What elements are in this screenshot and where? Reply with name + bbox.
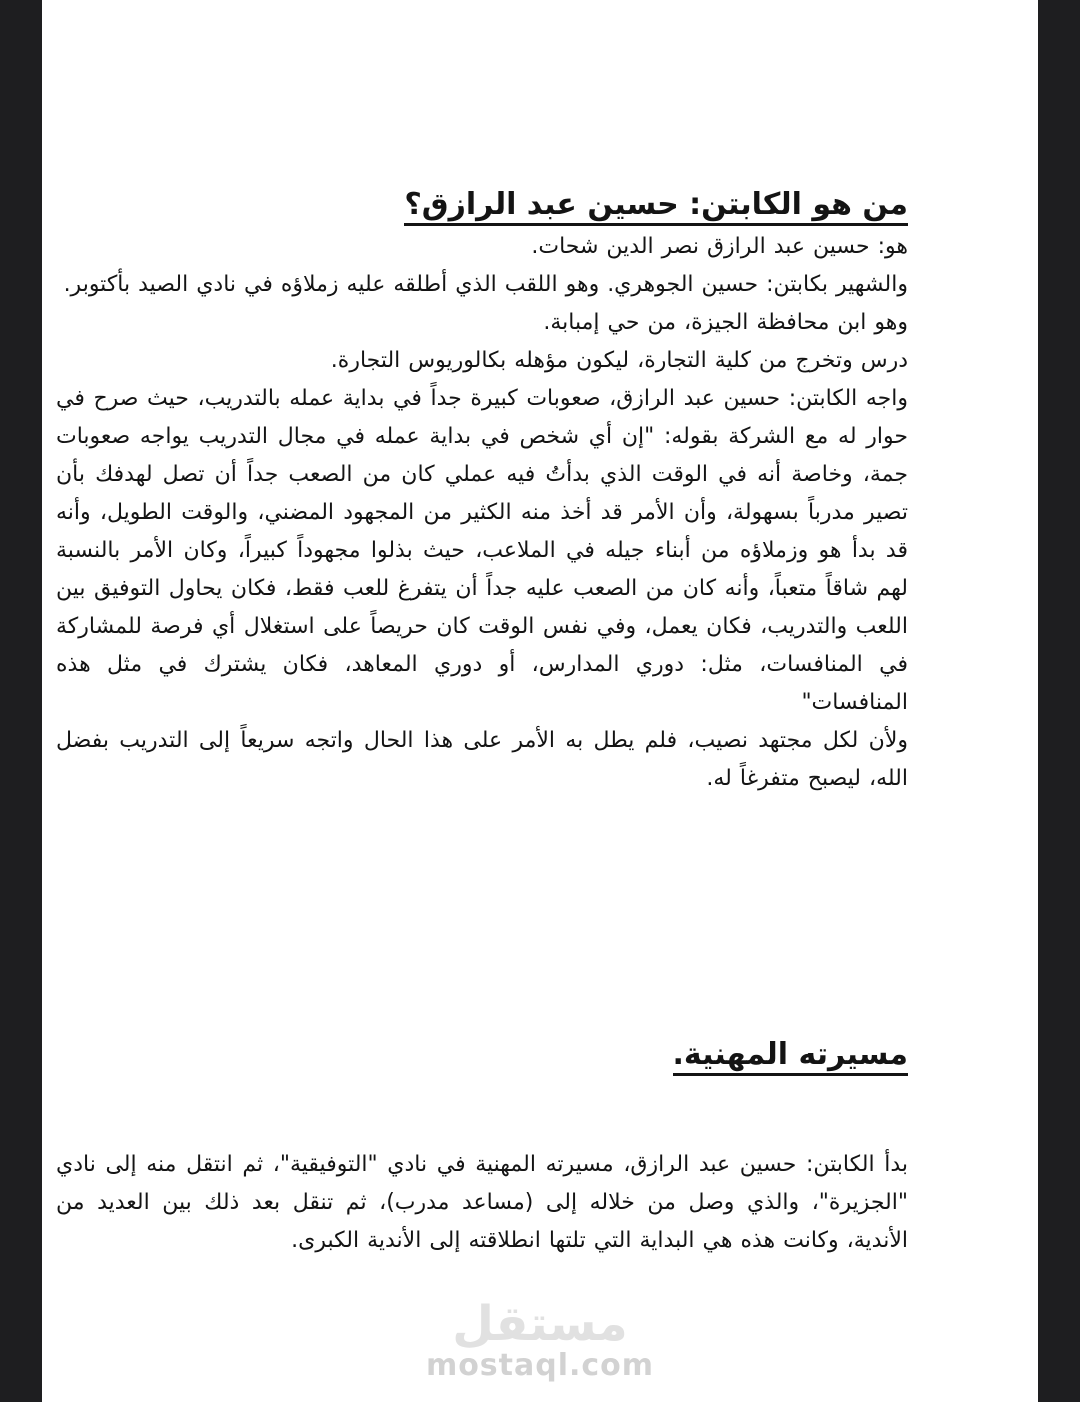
watermark bbox=[42, 1298, 1038, 1382]
paragraph-difficulties-quote: واجه الكابتن: حسين عبد الرازق، صعوبات كبيرة جداً في بداية عمله بالتدريب، حيث صرح في حوار له مع الشركة بقوله: "إن أي شخص في بداية عمله في مجال التدريب يواجه صعوبات جمة، وخاصة أنه في الوقت الذي بدأتُ فيه عملي كان من الصعب جداً أن تصل لهدفك بأن تصير مدرباً بسهولة، وأن الأمر قد أخذ منه الكثير من المجهود المضني، والوقت الطويل، وأنه قد بدأ هو وزملاؤه من أبناء جيله في الملاعب، حيث بذلوا مجهوداً كبيراً، وكان الأمر بالنسبة لهم شاقاً متعباً، وأنه كان من الصعب عليه جداً أن يتفرغ للعب فقط، فكان يحاول التوفيق بين اللعب والتدريب، فكان يعمل، وفي نفس الوقت كان حريصاً على استغلال أي فرصة للمشاركة في المنافسات، مثل: دوري المدارس، أو دوري المعاهد، فكان يشترك في مثل هذه المنافسات" bbox=[56, 386, 908, 715]
paragraph-career-start: بدأ الكابتن: حسين عبد الرازق، مسيرته المهنية في نادي "التوفيقية"، ثم انتقل منه إلى نادي "الجزيرة"، والذي وصل من خلاله إلى (مساعد مدرب)، ثم تنقل بعد ذلك بين العديد من الأندية، وكانت هذه هي البداية التي تلتها انطلاقته إلى الأندية الكبرى. bbox=[56, 1152, 908, 1253]
viewer-left-gutter bbox=[0, 0, 42, 1402]
career-section-heading bbox=[56, 1032, 908, 1078]
career-section-heading-text: مسيرته المهنية. bbox=[673, 1037, 908, 1076]
paragraph-dedication: ولأن لكل مجتهد نصيب، فلم يطل به الأمر على هذا الحال واتجه سريعاً إلى التدريب بفضل الله، ليصبح متفرغاً له. bbox=[56, 728, 908, 791]
paragraph-bio-name: هو: حسين عبد الرازق نصر الدين شحات. bbox=[531, 234, 908, 259]
mostaql-url: mostaql.com bbox=[425, 1348, 655, 1383]
paragraph-nickname: والشهير بكابتن: حسين الجوهري. وهو اللقب الذي أطلقه عليه زملاؤه في نادي الصيد بأكتوبر. bbox=[63, 272, 908, 297]
viewer-right-gutter bbox=[1038, 0, 1080, 1402]
document-page bbox=[42, 0, 1038, 1402]
paragraph-hometown: وهو ابن محافظة الجيزة، من حي إمبابة. bbox=[543, 310, 908, 335]
career-section bbox=[56, 1032, 908, 1260]
paragraph-education: درس وتخرج من كلية التجارة، ليكون مؤهله بكالوريوس التجارة. bbox=[330, 348, 908, 373]
mostaql-logo: مستقل bbox=[452, 1296, 628, 1352]
document-title-text: من هو الكابتن: حسين عبد الرازق؟ bbox=[404, 187, 908, 226]
document-title bbox=[56, 182, 908, 228]
